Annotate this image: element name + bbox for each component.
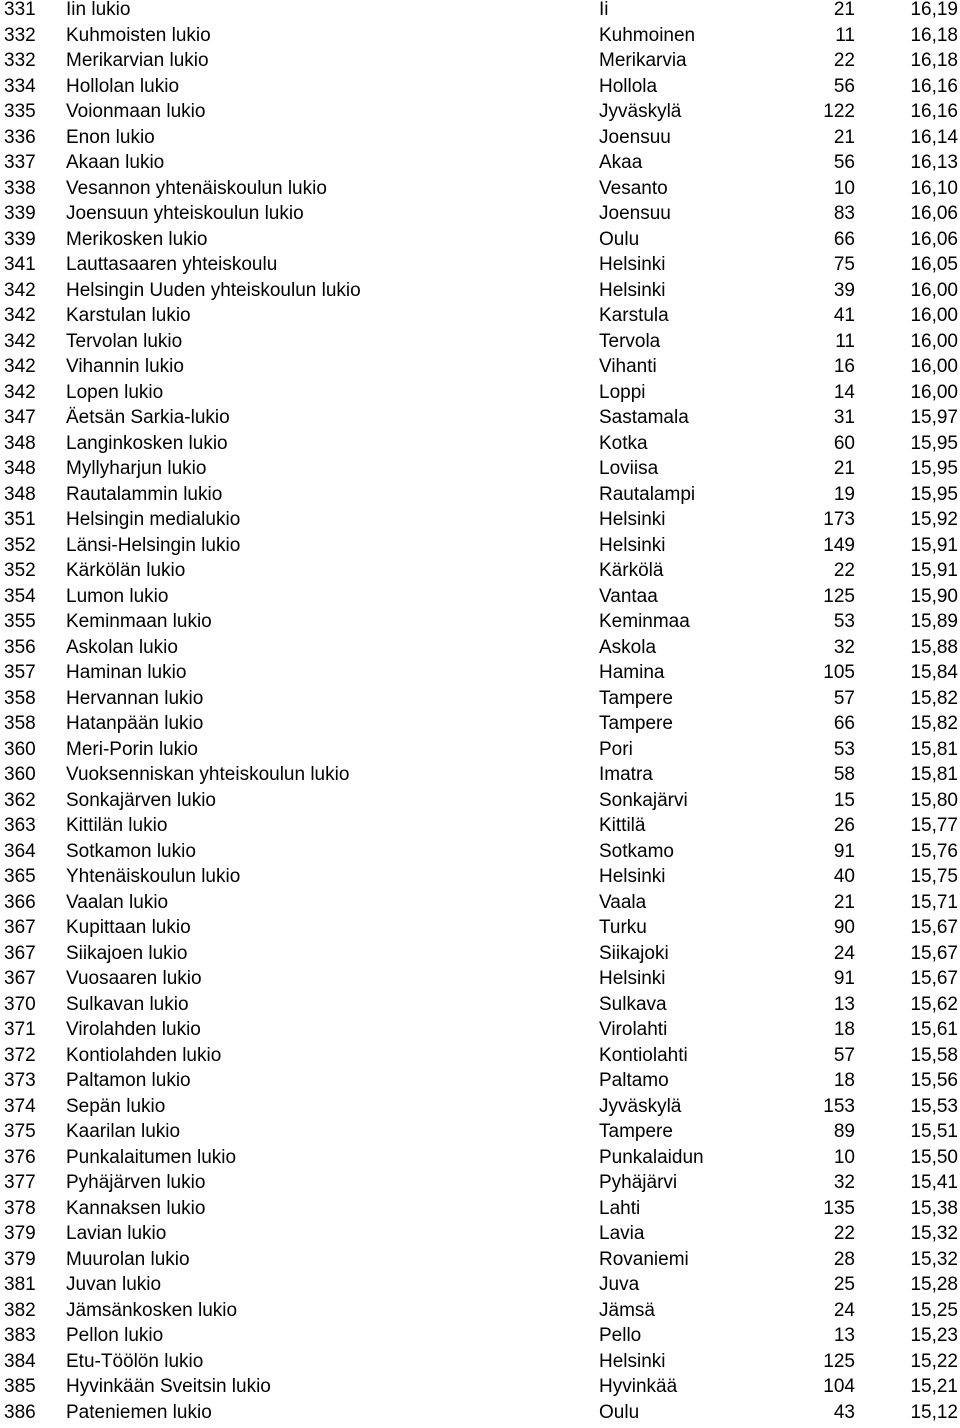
score-cell: 15,28 (910, 1272, 958, 1298)
school-name-cell: Vaalan lukio (66, 890, 168, 916)
student-count-cell: 21 (834, 125, 855, 151)
student-count-cell: 125 (823, 1349, 855, 1375)
city-cell: Ii (599, 0, 609, 23)
student-count-cell: 13 (834, 992, 855, 1018)
student-count-cell: 21 (834, 456, 855, 482)
school-name-cell: Sonkajärven lukio (66, 788, 216, 814)
school-name-cell: Äetsän Sarkia-lukio (66, 405, 230, 431)
score-cell: 15,97 (910, 405, 958, 431)
student-count-cell: 16 (834, 354, 855, 380)
rank-cell: 337 (4, 150, 36, 176)
school-name-cell: Myllyharjun lukio (66, 456, 206, 482)
rank-cell: 348 (4, 431, 36, 457)
student-count-cell: 26 (834, 813, 855, 839)
rank-cell: 334 (4, 74, 36, 100)
city-cell: Loviisa (599, 456, 658, 482)
table-row (0, 1403, 960, 1428)
score-cell: 15,67 (910, 966, 958, 992)
school-name-cell: Siikajoen lukio (66, 941, 187, 967)
score-cell: 16,00 (910, 278, 958, 304)
school-name-cell: Keminmaan lukio (66, 609, 212, 635)
student-count-cell: 149 (823, 533, 855, 559)
city-cell: Kotka (599, 431, 648, 457)
school-name-cell: Kärkölän lukio (66, 558, 185, 584)
student-count-cell: 14 (834, 380, 855, 406)
city-cell: Hyvinkää (599, 1374, 677, 1400)
school-name-cell: Karstulan lukio (66, 303, 191, 329)
student-count-cell: 19 (834, 482, 855, 508)
school-name-cell: Helsingin Uuden yhteiskoulun lukio (66, 278, 361, 304)
city-cell: Turku (599, 915, 647, 941)
score-cell: 15,67 (910, 941, 958, 967)
city-cell: Lahti (599, 1196, 640, 1222)
school-name-cell: Sepän lukio (66, 1094, 165, 1120)
school-name-cell: Voionmaan lukio (66, 99, 205, 125)
rank-cell: 381 (4, 1272, 36, 1298)
score-cell: 16,05 (910, 252, 958, 278)
student-count-cell: 39 (834, 278, 855, 304)
rank-cell: 375 (4, 1119, 36, 1145)
school-name-cell: Vuosaaren lukio (66, 966, 202, 992)
student-count-cell: 173 (823, 507, 855, 533)
city-cell: Oulu (599, 227, 639, 253)
city-cell: Loppi (599, 380, 646, 406)
school-name-cell: Kaarilan lukio (66, 1119, 180, 1145)
score-cell: 15,80 (910, 788, 958, 814)
student-count-cell: 122 (823, 99, 855, 125)
city-cell: Pori (599, 737, 633, 763)
score-cell: 15,62 (910, 992, 958, 1018)
student-count-cell: 24 (834, 1298, 855, 1324)
city-cell: Juva (599, 1272, 639, 1298)
student-count-cell: 21 (834, 890, 855, 916)
school-name-cell: Vesannon yhtenäiskoulun lukio (66, 176, 327, 202)
school-name-cell: Lauttasaaren yhteiskoulu (66, 252, 277, 278)
city-cell: Sonkajärvi (599, 788, 688, 814)
student-count-cell: 66 (834, 227, 855, 253)
school-name-cell: Kuhmoisten lukio (66, 23, 211, 49)
city-cell: Vaala (599, 890, 646, 916)
student-count-cell: 40 (834, 864, 855, 890)
school-name-cell: Pellon lukio (66, 1323, 163, 1349)
school-name-cell: Vihannin lukio (66, 354, 184, 380)
student-count-cell: 22 (834, 1221, 855, 1247)
score-cell: 16,18 (910, 48, 958, 74)
school-name-cell: Tervolan lukio (66, 329, 182, 355)
school-name-cell: Kupittaan lukio (66, 915, 191, 941)
school-name-cell: Hyvinkään Sveitsin lukio (66, 1374, 271, 1400)
student-count-cell: 53 (834, 737, 855, 763)
school-name-cell: Kontiolahden lukio (66, 1043, 221, 1069)
city-cell: Sulkava (599, 992, 667, 1018)
score-cell: 15,21 (910, 1374, 958, 1400)
city-cell: Joensuu (599, 201, 671, 227)
rank-cell: 367 (4, 941, 36, 967)
score-cell: 16,16 (910, 99, 958, 125)
city-cell: Helsinki (599, 507, 666, 533)
student-count-cell: 32 (834, 1170, 855, 1196)
rank-cell: 342 (4, 329, 36, 355)
rank-cell: 379 (4, 1247, 36, 1273)
student-count-cell: 66 (834, 711, 855, 737)
school-name-cell: Sulkavan lukio (66, 992, 189, 1018)
score-cell: 16,00 (910, 380, 958, 406)
rank-cell: 336 (4, 125, 36, 151)
school-name-cell: Haminan lukio (66, 660, 186, 686)
city-cell: Paltamo (599, 1068, 669, 1094)
rank-cell: 342 (4, 354, 36, 380)
student-count-cell: 22 (834, 558, 855, 584)
student-count-cell: 11 (835, 329, 855, 355)
city-cell: Tampere (599, 1119, 673, 1145)
rank-cell: 342 (4, 278, 36, 304)
school-name-cell: Vuoksenniskan yhteiskoulun lukio (66, 762, 349, 788)
score-cell: 15,56 (910, 1068, 958, 1094)
score-cell: 16,00 (910, 329, 958, 355)
rank-cell: 385 (4, 1374, 36, 1400)
rank-cell: 335 (4, 99, 36, 125)
student-count-cell: 91 (834, 839, 855, 865)
city-cell: Tampere (599, 686, 673, 712)
school-name-cell: Yhtenäiskoulun lukio (66, 864, 240, 890)
city-cell: Hollola (599, 74, 657, 100)
rank-cell: 367 (4, 915, 36, 941)
score-cell: 15,61 (910, 1017, 958, 1043)
student-count-cell: 125 (823, 584, 855, 610)
rank-cell: 363 (4, 813, 36, 839)
school-name-cell: Helsingin medialukio (66, 507, 240, 533)
score-cell: 15,82 (910, 711, 958, 737)
city-cell: Sotkamo (599, 839, 674, 865)
school-name-cell: Akaan lukio (66, 150, 164, 176)
rank-cell: 384 (4, 1349, 36, 1375)
school-name-cell: Langinkosken lukio (66, 431, 228, 457)
student-count-cell: 53 (834, 609, 855, 635)
student-count-cell: 60 (834, 431, 855, 457)
city-cell: Pello (599, 1323, 641, 1349)
school-name-cell: Länsi-Helsingin lukio (66, 533, 240, 559)
school-name-cell: Askolan lukio (66, 635, 178, 661)
school-name-cell: Hollolan lukio (66, 74, 179, 100)
student-count-cell: 31 (834, 405, 855, 431)
city-cell: Rovaniemi (599, 1247, 689, 1273)
rank-cell: 373 (4, 1068, 36, 1094)
score-cell: 16,16 (910, 74, 958, 100)
score-cell: 15,91 (910, 533, 958, 559)
city-cell: Karstula (599, 303, 669, 329)
school-name-cell: Sotkamon lukio (66, 839, 196, 865)
rank-cell: 366 (4, 890, 36, 916)
rank-cell: 358 (4, 686, 36, 712)
school-name-cell: Pyhäjärven lukio (66, 1170, 205, 1196)
rank-cell: 364 (4, 839, 36, 865)
school-name-cell: Pateniemen lukio (66, 1400, 212, 1426)
student-count-cell: 43 (834, 1400, 855, 1426)
score-cell: 15,41 (910, 1170, 958, 1196)
rank-cell: 332 (4, 23, 36, 49)
city-cell: Akaa (599, 150, 642, 176)
rank-cell: 382 (4, 1298, 36, 1324)
city-cell: Askola (599, 635, 656, 661)
city-cell: Vesanto (599, 176, 668, 202)
city-cell: Joensuu (599, 125, 671, 151)
score-cell: 16,18 (910, 23, 958, 49)
rank-cell: 356 (4, 635, 36, 661)
rank-cell: 372 (4, 1043, 36, 1069)
student-count-cell: 21 (834, 0, 855, 23)
school-name-cell: Merikarvian lukio (66, 48, 209, 74)
city-cell: Keminmaa (599, 609, 690, 635)
score-cell: 16,14 (910, 125, 958, 151)
city-cell: Vantaa (599, 584, 658, 610)
city-cell: Vihanti (599, 354, 657, 380)
student-count-cell: 58 (834, 762, 855, 788)
student-count-cell: 28 (834, 1247, 855, 1273)
score-cell: 15,75 (910, 864, 958, 890)
rank-cell: 348 (4, 482, 36, 508)
score-cell: 15,82 (910, 686, 958, 712)
school-name-cell: Muurolan lukio (66, 1247, 190, 1273)
rank-cell: 354 (4, 584, 36, 610)
score-cell: 15,95 (910, 482, 958, 508)
school-name-cell: Joensuun yhteiskoulun lukio (66, 201, 304, 227)
school-name-cell: Virolahden lukio (66, 1017, 201, 1043)
student-count-cell: 22 (834, 48, 855, 74)
city-cell: Siikajoki (599, 941, 669, 967)
rank-cell: 360 (4, 762, 36, 788)
school-name-cell: Merikosken lukio (66, 227, 208, 253)
score-cell: 16,13 (910, 150, 958, 176)
rank-cell: 357 (4, 660, 36, 686)
city-cell: Pyhäjärvi (599, 1170, 677, 1196)
school-name-cell: Iin lukio (66, 0, 130, 23)
score-cell: 15,76 (910, 839, 958, 865)
city-cell: Helsinki (599, 864, 666, 890)
score-cell: 15,89 (910, 609, 958, 635)
city-cell: Virolahti (599, 1017, 667, 1043)
score-cell: 15,25 (910, 1298, 958, 1324)
score-cell: 15,91 (910, 558, 958, 584)
city-cell: Kittilä (599, 813, 645, 839)
student-count-cell: 57 (834, 686, 855, 712)
rank-cell: 358 (4, 711, 36, 737)
rank-cell: 348 (4, 456, 36, 482)
student-count-cell: 57 (834, 1043, 855, 1069)
score-cell: 15,92 (910, 507, 958, 533)
score-cell: 15,95 (910, 456, 958, 482)
student-count-cell: 90 (834, 915, 855, 941)
score-cell: 16,10 (910, 176, 958, 202)
city-cell: Imatra (599, 762, 653, 788)
city-cell: Punkalaidun (599, 1145, 704, 1171)
rank-cell: 374 (4, 1094, 36, 1120)
school-name-cell: Jämsänkosken lukio (66, 1298, 237, 1324)
student-count-cell: 153 (823, 1094, 855, 1120)
student-count-cell: 56 (834, 150, 855, 176)
student-count-cell: 56 (834, 74, 855, 100)
score-cell: 16,00 (910, 354, 958, 380)
rank-cell: 342 (4, 303, 36, 329)
student-count-cell: 105 (823, 660, 855, 686)
student-count-cell: 13 (834, 1323, 855, 1349)
score-cell: 15,90 (910, 584, 958, 610)
rank-cell: 386 (4, 1400, 36, 1426)
score-cell: 16,00 (910, 303, 958, 329)
city-cell: Jyväskylä (599, 1094, 681, 1120)
student-count-cell: 11 (835, 23, 855, 49)
school-name-cell: Etu-Töölön lukio (66, 1349, 203, 1375)
student-count-cell: 10 (834, 1145, 855, 1171)
score-cell: 15,95 (910, 431, 958, 457)
score-cell: 15,32 (910, 1247, 958, 1273)
city-cell: Helsinki (599, 1349, 666, 1375)
score-cell: 15,50 (910, 1145, 958, 1171)
student-count-cell: 75 (834, 252, 855, 278)
score-cell: 15,88 (910, 635, 958, 661)
student-count-cell: 89 (834, 1119, 855, 1145)
city-cell: Helsinki (599, 533, 666, 559)
city-cell: Kuhmoinen (599, 23, 695, 49)
score-cell: 16,06 (910, 201, 958, 227)
city-cell: Rautalampi (599, 482, 695, 508)
rank-cell: 352 (4, 558, 36, 584)
score-cell: 15,67 (910, 915, 958, 941)
rank-cell: 370 (4, 992, 36, 1018)
rank-cell: 331 (4, 0, 36, 23)
score-cell: 15,23 (910, 1323, 958, 1349)
city-cell: Jyväskylä (599, 99, 681, 125)
school-name-cell: Punkalaitumen lukio (66, 1145, 236, 1171)
city-cell: Jämsä (599, 1298, 655, 1324)
rank-cell: 352 (4, 533, 36, 559)
city-cell: Kärkölä (599, 558, 663, 584)
student-count-cell: 104 (823, 1374, 855, 1400)
student-count-cell: 135 (823, 1196, 855, 1222)
city-cell: Merikarvia (599, 48, 687, 74)
score-cell: 15,51 (910, 1119, 958, 1145)
rank-cell: 360 (4, 737, 36, 763)
rank-cell: 378 (4, 1196, 36, 1222)
rank-cell: 377 (4, 1170, 36, 1196)
student-count-cell: 10 (834, 176, 855, 202)
student-count-cell: 25 (834, 1272, 855, 1298)
school-name-cell: Kannaksen lukio (66, 1196, 205, 1222)
city-cell: Oulu (599, 1400, 639, 1426)
rank-cell: 338 (4, 176, 36, 202)
student-count-cell: 83 (834, 201, 855, 227)
score-cell: 15,81 (910, 762, 958, 788)
city-cell: Helsinki (599, 278, 666, 304)
rank-cell: 339 (4, 201, 36, 227)
score-cell: 15,32 (910, 1221, 958, 1247)
school-name-cell: Hervannan lukio (66, 686, 203, 712)
student-count-cell: 18 (834, 1017, 855, 1043)
rank-cell: 355 (4, 609, 36, 635)
school-name-cell: Lopen lukio (66, 380, 163, 406)
school-name-cell: Lavian lukio (66, 1221, 166, 1247)
score-cell: 15,53 (910, 1094, 958, 1120)
rank-cell: 371 (4, 1017, 36, 1043)
school-name-cell: Meri-Porin lukio (66, 737, 198, 763)
rank-cell: 351 (4, 507, 36, 533)
school-name-cell: Kittilän lukio (66, 813, 167, 839)
city-cell: Helsinki (599, 966, 666, 992)
student-count-cell: 41 (834, 303, 855, 329)
student-count-cell: 32 (834, 635, 855, 661)
score-cell: 16,06 (910, 227, 958, 253)
school-name-cell: Juvan lukio (66, 1272, 161, 1298)
score-cell: 15,12 (910, 1400, 958, 1426)
rank-cell: 367 (4, 966, 36, 992)
city-cell: Helsinki (599, 252, 666, 278)
score-cell: 15,71 (910, 890, 958, 916)
student-count-cell: 91 (834, 966, 855, 992)
score-cell: 16,19 (910, 0, 958, 23)
rank-cell: 379 (4, 1221, 36, 1247)
score-cell: 15,22 (910, 1349, 958, 1375)
rank-cell: 362 (4, 788, 36, 814)
student-count-cell: 15 (834, 788, 855, 814)
rank-cell: 376 (4, 1145, 36, 1171)
rank-cell: 339 (4, 227, 36, 253)
rank-cell: 365 (4, 864, 36, 890)
city-cell: Sastamala (599, 405, 689, 431)
student-count-cell: 18 (834, 1068, 855, 1094)
city-cell: Tervola (599, 329, 660, 355)
city-cell: Hamina (599, 660, 664, 686)
score-cell: 15,77 (910, 813, 958, 839)
score-cell: 15,58 (910, 1043, 958, 1069)
score-cell: 15,84 (910, 660, 958, 686)
school-name-cell: Enon lukio (66, 125, 155, 151)
rank-cell: 383 (4, 1323, 36, 1349)
rank-cell: 342 (4, 380, 36, 406)
school-name-cell: Paltamon lukio (66, 1068, 191, 1094)
school-name-cell: Lumon lukio (66, 584, 168, 610)
score-cell: 15,38 (910, 1196, 958, 1222)
school-name-cell: Hatanpään lukio (66, 711, 203, 737)
rank-cell: 332 (4, 48, 36, 74)
city-cell: Lavia (599, 1221, 644, 1247)
city-cell: Kontiolahti (599, 1043, 688, 1069)
score-cell: 15,81 (910, 737, 958, 763)
rank-cell: 341 (4, 252, 36, 278)
city-cell: Tampere (599, 711, 673, 737)
rank-cell: 347 (4, 405, 36, 431)
student-count-cell: 24 (834, 941, 855, 967)
school-name-cell: Rautalammin lukio (66, 482, 222, 508)
